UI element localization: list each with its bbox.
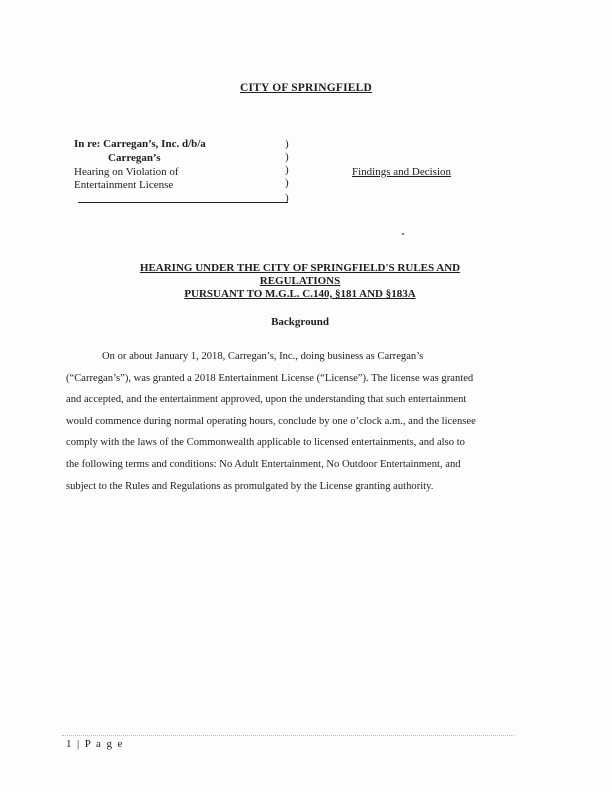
paragraph-line: would commence during normal operating hours, conclude by one o’clock a.m., and the licensee	[66, 415, 476, 427]
paragraph-line: subject to the Rules and Regulations as promulgated by the License granting authority.	[66, 480, 434, 492]
document-type-label: Findings and Decision	[352, 166, 451, 178]
paragraph-line: the following terms and conditions: No Adult Entertainment, No Outdoor Entertainment, and	[66, 458, 461, 470]
background-paragraph	[66, 346, 526, 497]
hearing-heading-line1: HEARING UNDER THE CITY OF SPRINGFIELD'S RULES AND	[139, 262, 461, 274]
section-title: Background	[271, 316, 329, 328]
footer-divider	[62, 735, 514, 736]
caption-license-line: Entertainment License	[74, 179, 174, 191]
caption-hearing-line: Hearing on Violation of	[74, 166, 179, 178]
caption-party-line: In re: Carregan’s, Inc. d/b/a	[74, 138, 206, 150]
paragraph-line: comply with the laws of the Commonwealth applicable to licensed entertainments, and also to	[66, 437, 465, 449]
page-number: 1 | P a g e	[66, 738, 124, 750]
paragraph-line: On or about January 1, 2018, Carregan’s, Inc., doing business as Carregan’s	[102, 351, 424, 362]
caption-dba-name: Carregan’s	[108, 152, 161, 164]
hearing-heading-line2: REGULATIONS	[259, 275, 341, 287]
case-caption	[74, 134, 288, 206]
paren-mark: )	[285, 192, 289, 204]
paren-mark: )	[285, 177, 289, 189]
city-title: CITY OF SPRINGFIELD	[239, 82, 373, 94]
paren-mark: )	[285, 151, 289, 163]
hearing-heading-line3: PURSUANT TO M.G.L. C.140, §181 AND §183A	[184, 288, 416, 300]
scan-speck	[402, 233, 404, 235]
caption-underline	[78, 202, 288, 203]
paragraph-line: and accepted, and the entertainment approved, upon the understanding that such entertainment	[66, 394, 467, 406]
paren-mark: )	[285, 164, 289, 176]
paragraph-line: (“Carregan’s”), was granted a 2018 Entertainment License (“License”). The license was granted	[66, 372, 474, 384]
paren-mark: )	[285, 138, 289, 150]
